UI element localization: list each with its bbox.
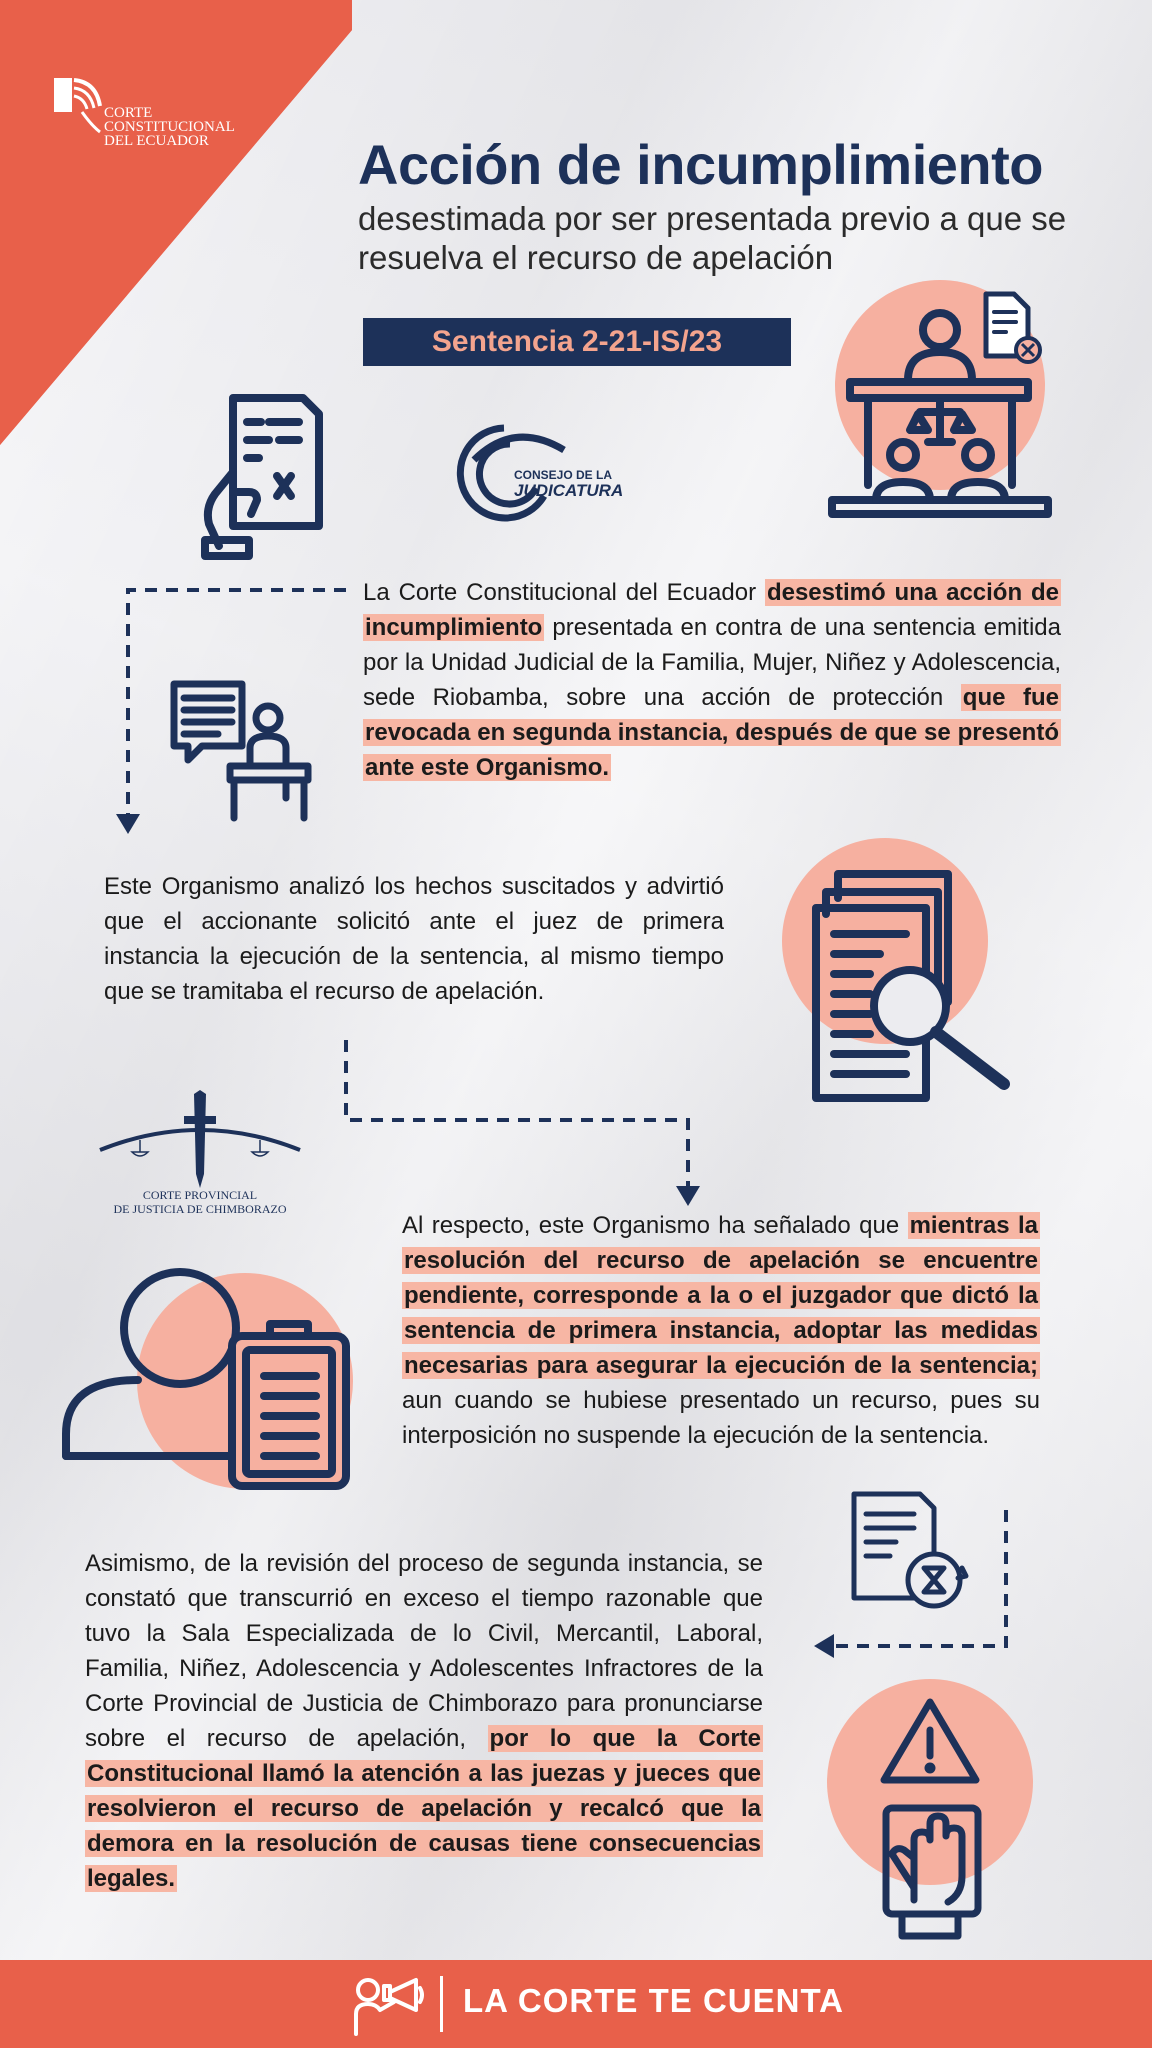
chimborazo-line-1: CORTE PROVINCIAL [142,1188,258,1202]
judicatura-logo [444,420,624,530]
judicatura-line-2: JUDICATURA [514,481,624,500]
corte-logo-icon [52,76,102,136]
logo-line-2: CONSTITUCIONAL [104,119,235,135]
paragraph-3 [402,1208,1040,1453]
paragraph-1-text-b: presentada en contra de una sentencia emitida por la Unidad Judicial de la Familia, Mujer, Niñez y Adolescencia, sede Riobamba, sobre una acción de protección [363,614,1061,711]
dashed-connector-3 [812,1506,1012,1666]
paragraph-1-text-a: La Corte Constitucional del Ecuador [363,579,765,606]
chimborazo-logo [100,1090,300,1220]
dashed-connector-2 [336,1036,706,1206]
paragraph-3-text-b: aun cuando se hubiese presentado un recurso, pues su interposición no suspende la ejecución de la sentencia. [402,1387,1040,1449]
corner-triangle [0,0,352,445]
presenter-desk-icon [168,680,313,825]
paragraph-3-text-a: Al respecto, este Organismo ha señalado que [402,1212,908,1239]
footer-label: LA CORTE TE CUENTA [463,1982,844,2019]
judge-bench-icon [828,290,1058,530]
logo-line-1: CORTE [104,105,153,121]
paragraph-4 [85,1546,763,1896]
judicatura-line-1: CONSEJO DE LA [514,468,613,482]
person-clipboard-icon [60,1266,360,1496]
paragraph-1-highlight-b: que fue revocada en segunda instancia, después de que se presentó ante este Organismo. [365,684,1059,781]
logo-line-3: DEL ECUADOR [104,133,209,149]
paragraph-4-highlight: por lo que la Corte Constitucional llamó la atención a las juezas y jueces que resolvieron el recurso de apelación y recalcó que la demora en la resolución de causas tiene consecuencias legales. [87,1725,762,1892]
paragraph-4-text: Asimismo, de la revisión del proceso de segunda instancia, se constató que transcurrió en exceso el tiempo razonable que tuvo la Sala Especializada de lo Civil, Mercantil, Laboral, Familia, Niñez, Adolescencia y Adolescentes Infractores de la Corte Provincial de Justicia de Chimborazo para pronunciarse sobre el recurso de apelación, [85,1550,763,1752]
paragraph-1 [363,575,1061,785]
document-search-icon [780,838,1010,1108]
paragraph-3-highlight: mientras la resolución del recurso de apelación se encuentre pendiente, corresponde a la o el juzgador que dictó la sentencia de primera instancia, adoptar las medidas necesarias para asegurar la ejecución de la sentencia; [404,1212,1038,1379]
hand-ballot-icon [195,392,325,562]
paragraph-2: Este Organismo analizó los hechos suscitados y advirtió que el accionante solicitó ante el juez de primera instancia la ejecución de la sentencia, al mismo tiempo que se tramitaba el recurso de apelación. [104,873,724,1005]
page-title: Acción de incumplimiento [358,133,1043,196]
footer-divider [440,1976,443,2032]
corte-logo [52,76,242,156]
page-subtitle: desestimada por ser presentada previo a que se resuelva el recurso de apelación [358,200,1067,276]
megaphone-icon [350,1972,430,2038]
footer-bar [0,1960,1152,2048]
sentence-badge: Sentencia 2-21-IS/23 [363,318,791,366]
chimborazo-line-2: DE JUSTICIA DE CHIMBORAZO [113,1202,287,1216]
paragraph-1-highlight-a: desestimó una acción de incumplimiento [365,579,1060,641]
chimborazo-logo-icon [100,1090,300,1190]
warning-hand-icon [822,1680,1037,1950]
